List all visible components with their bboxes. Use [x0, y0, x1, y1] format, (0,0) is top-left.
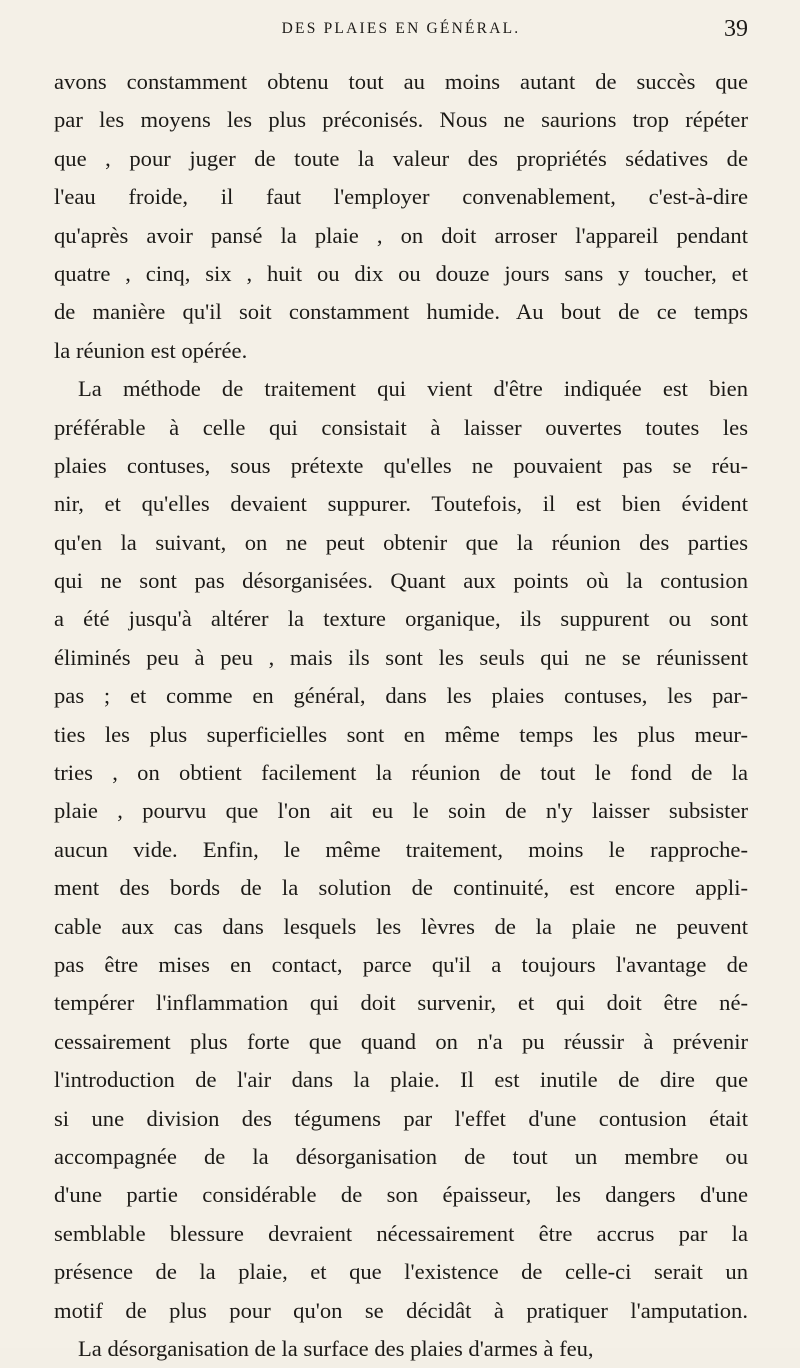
text-line: a été jusqu'à altérer la texture organique, ils suppurent ou sont	[54, 606, 748, 632]
text-line: quatre , cinq, six , huit ou dix ou douze jours sans y toucher, et	[54, 260, 748, 286]
text-line: que , pour juger de toute la valeur des propriétés sédatives de	[54, 145, 748, 171]
text-line: semblable blessure devraient nécessairement être accrus par la	[54, 1220, 748, 1246]
text-line: ment des bords de la solution de continuité, est encore appli-	[54, 875, 748, 901]
text-line: accompagnée de la désorganisation de tout un membre ou	[54, 1143, 748, 1169]
text-line: nir, et qu'elles devaient suppurer. Toutefois, il est bien évident	[54, 491, 748, 517]
text-line: pas ; et comme en général, dans les plaies contuses, les par-	[54, 683, 748, 709]
text-line: de manière qu'il soit constamment humide. Au bout de ce temps	[54, 299, 748, 325]
text-line: préférable à celle qui consistait à laisser ouvertes toutes les	[54, 414, 748, 440]
text-line: l'introduction de l'air dans la plaie. Il est inutile de dire que	[54, 1067, 748, 1093]
text-line: cable aux cas dans lesquels les lèvres de la plaie ne peuvent	[54, 913, 748, 939]
page-number: 39	[724, 16, 748, 42]
text-line: l'eau froide, il faut l'employer convenablement, c'est-à-dire	[54, 184, 748, 210]
text-line: qu'en la suivant, on ne peut obtenir que la réunion des parties	[54, 529, 748, 555]
text-line: éliminés peu à peu , mais ils sont les seuls qui ne se réunissent	[54, 644, 748, 670]
text-line: si une division des tégumens par l'effet d'une contusion était	[54, 1105, 748, 1131]
text-line: La désorganisation de la surface des plaies d'armes à feu,	[78, 1335, 594, 1361]
text-line: pas être mises en contact, parce qu'il a toujours l'avantage de	[54, 951, 748, 977]
text-line: d'une partie considérable de son épaisseur, les dangers d'une	[54, 1182, 748, 1208]
text-line: plaies contuses, sous prétexte qu'elles ne pouvaient pas se réu-	[54, 452, 748, 478]
text-line: avons constamment obtenu tout au moins autant de succès que	[54, 69, 748, 94]
page-header	[54, 14, 748, 44]
text-line: aucun vide. Enfin, le même traitement, moins le rapproche-	[54, 836, 748, 862]
body-text	[54, 63, 748, 1368]
text-line: présence de la plaie, et que l'existence de celle-ci serait un	[54, 1259, 748, 1285]
text-line: cessairement plus forte que quand on n'a pu réussir à prévenir	[54, 1028, 748, 1054]
text-line: motif de plus pour qu'on se décidât à pratiquer l'amputation.	[54, 1297, 748, 1323]
text-line: tempérer l'inflammation qui doit survenir, et qui doit être né-	[54, 990, 748, 1016]
running-title: DES PLAIES EN GÉNÉRAL.	[281, 20, 521, 37]
text-line: qui ne sont pas désorganisées. Quant aux points où la contusion	[54, 568, 748, 594]
text-line: plaie , pourvu que l'on ait eu le soin de n'y laisser subsister	[54, 798, 748, 824]
text-line: La méthode de traitement qui vient d'être indiquée est bien	[78, 376, 748, 402]
text-line: ties les plus superficielles sont en même temps les plus meur-	[54, 721, 748, 747]
text-line: qu'après avoir pansé la plaie , on doit arroser l'appareil pendant	[54, 222, 748, 248]
text-line: par les moyens les plus préconisés. Nous ne saurions trop répéter	[54, 107, 748, 133]
text-line: la réunion est opérée.	[54, 337, 248, 363]
text-line: tries , on obtient facilement la réunion de tout le fond de la	[54, 760, 748, 786]
